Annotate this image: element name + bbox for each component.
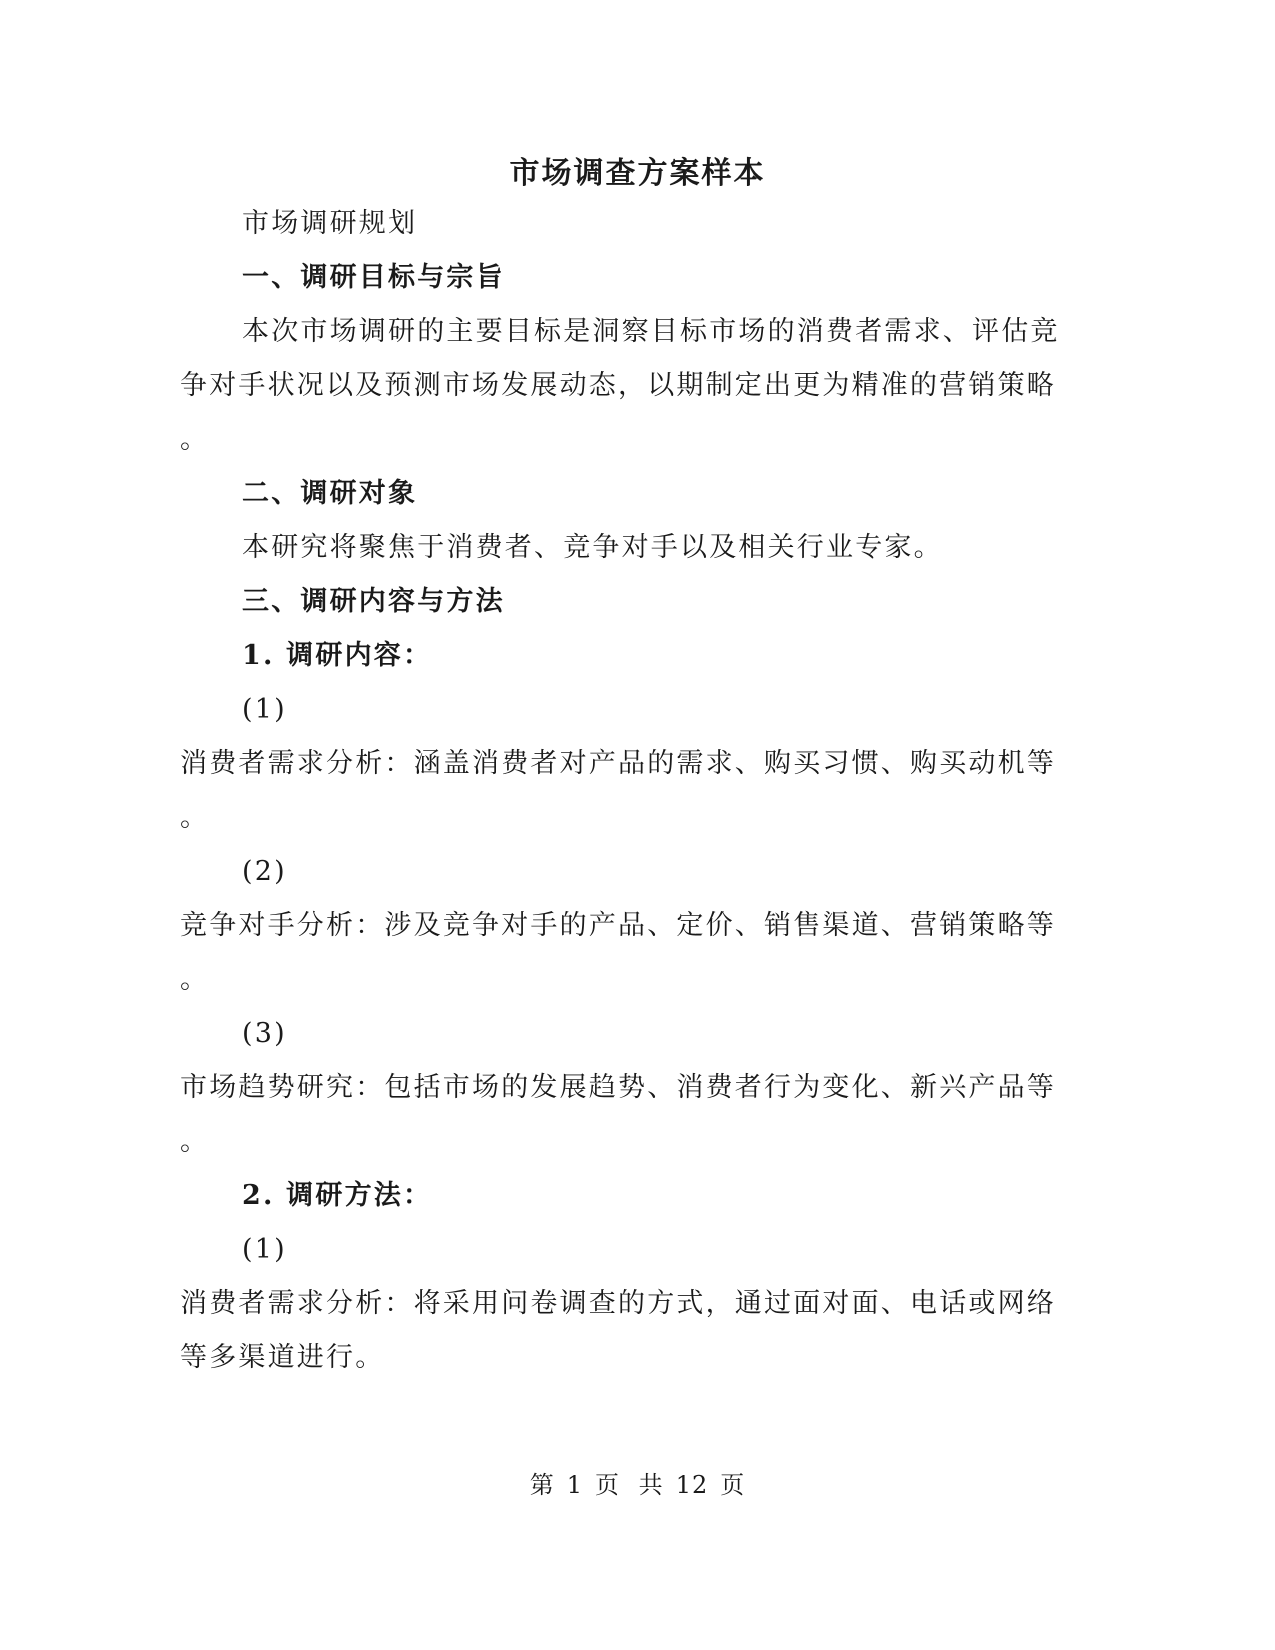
- heading-section-3: 三、调研内容与方法: [242, 586, 505, 617]
- paragraph-line: 消费者需求分析：将采用问卷调查的方式，通过面对面、电话或网络: [180, 1288, 1056, 1319]
- page-footer: [0, 1465, 1275, 1500]
- paragraph-line: 。: [180, 1126, 210, 1157]
- paragraph-line: 等多渠道进行。: [180, 1342, 385, 1373]
- paragraph-line: 。: [180, 424, 210, 455]
- heading-section-2: 二、调研对象: [242, 478, 418, 509]
- paragraph-line: 。: [180, 964, 210, 995]
- section-intro: 市场调研规划: [242, 208, 418, 239]
- heading-section-1: 一、调研目标与宗旨: [242, 262, 505, 293]
- subheading-methods: 2. 调研方法：: [242, 1180, 433, 1211]
- paragraph-line: 本次市场调研的主要目标是洞察目标市场的消费者需求、评估竞: [242, 316, 1060, 347]
- paragraph-line: 竞争对手分析：涉及竞争对手的产品、定价、销售渠道、营销策略等: [180, 910, 1056, 941]
- document-title: 市场调查方案样本: [509, 156, 766, 191]
- footer-page-number: 1: [566, 1471, 584, 1499]
- paragraph-line: 消费者需求分析：涵盖消费者对产品的需求、购买习惯、购买动机等: [180, 748, 1056, 779]
- paragraph-line: 本研究将聚焦于消费者、竞争对手以及相关行业专家。: [242, 532, 943, 563]
- list-marker: (2): [242, 856, 287, 887]
- list-marker: (1): [242, 1234, 287, 1265]
- subheading-content: 1. 调研内容：: [242, 640, 433, 671]
- document-body: [180, 205, 1060, 1393]
- list-marker: (1): [242, 694, 287, 725]
- list-marker: (3): [242, 1018, 287, 1049]
- footer-prefix: 第: [529, 1471, 555, 1499]
- paragraph-line: 市场趋势研究：包括市场的发展趋势、消费者行为变化、新兴产品等: [180, 1072, 1056, 1103]
- footer-total-pages: 12: [675, 1471, 709, 1499]
- footer-suffix: 页: [720, 1471, 746, 1499]
- paragraph-line: 。: [180, 802, 210, 833]
- footer-middle: 页 共: [595, 1471, 664, 1499]
- paragraph-line: 争对手状况以及预测市场发展动态，以期制定出更为精准的营销策略: [180, 370, 1056, 401]
